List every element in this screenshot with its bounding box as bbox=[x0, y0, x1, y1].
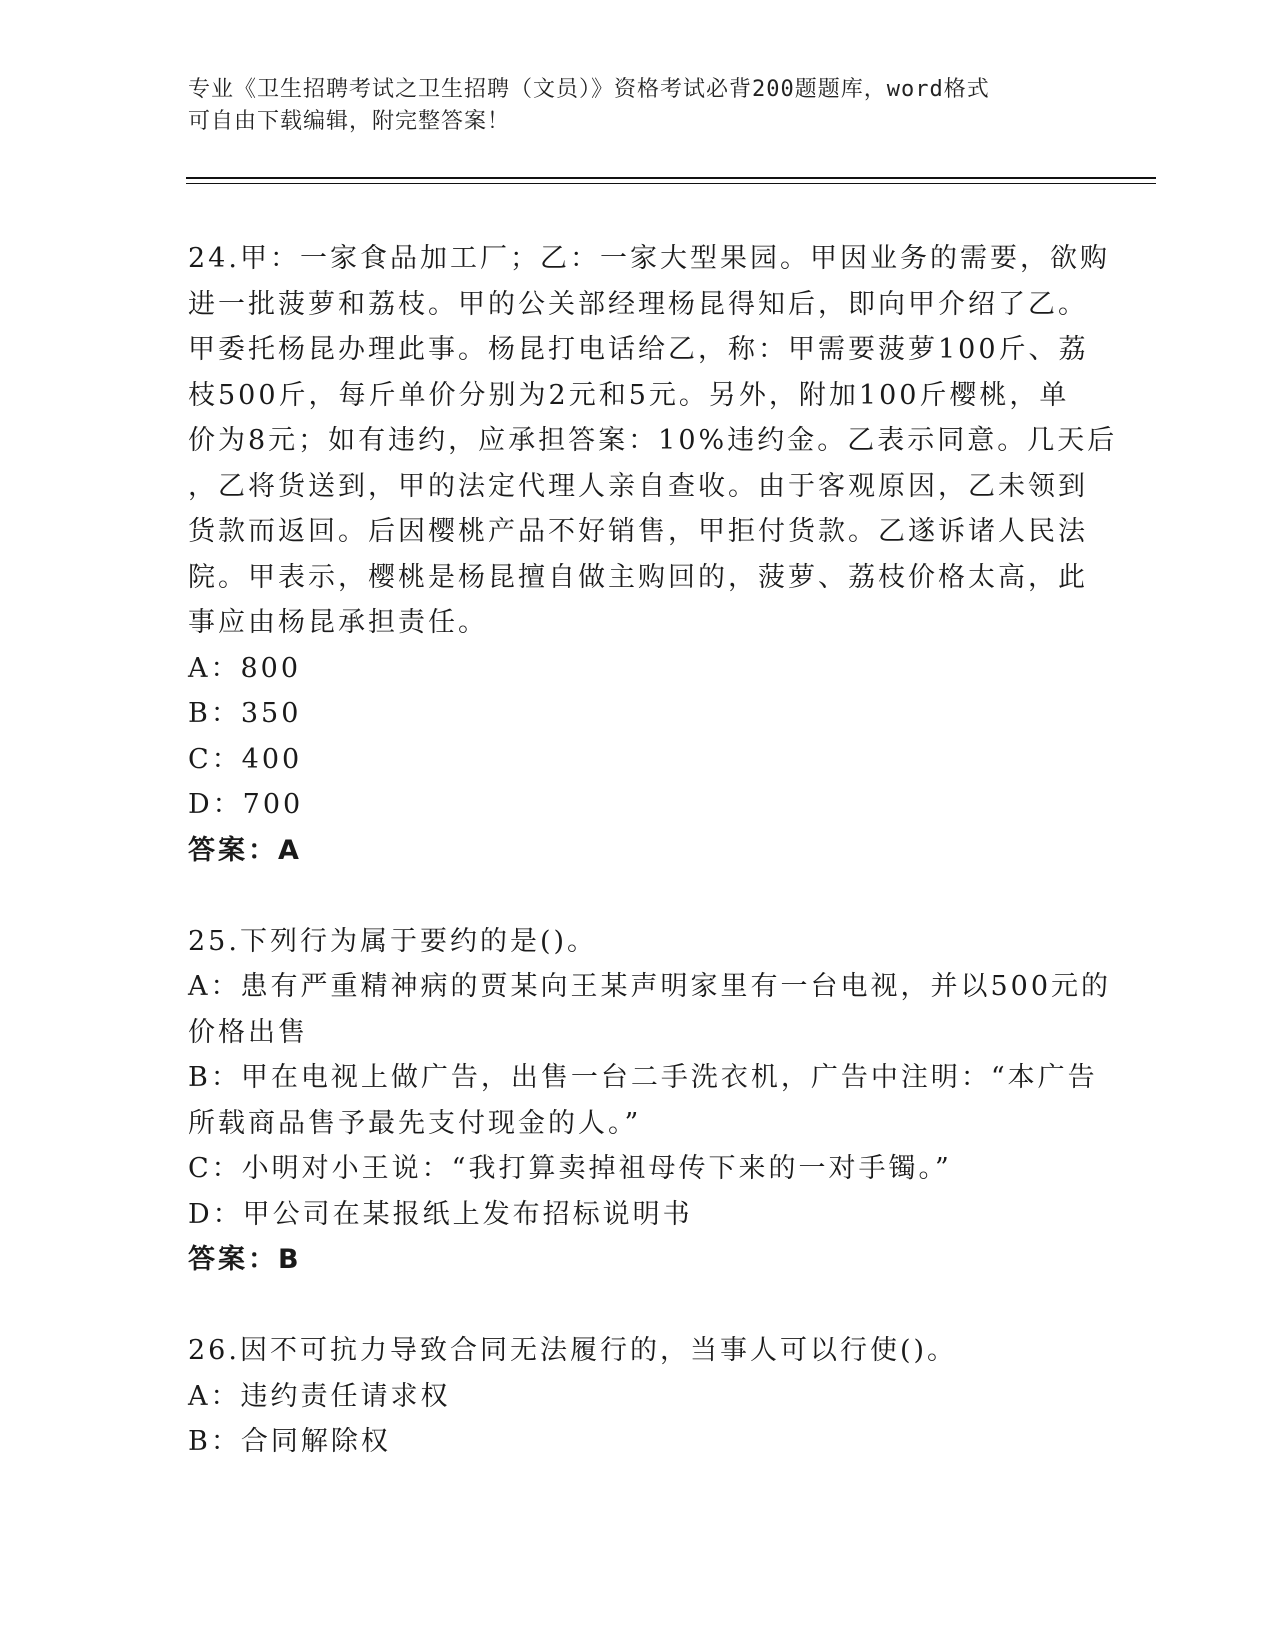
spacer bbox=[188, 873, 1078, 919]
option-a: A：800 bbox=[188, 652, 302, 684]
question-stem-line: 24.甲：一家食品加工厂；乙：一家大型果园。甲因业务的需要，欲购 bbox=[188, 243, 1110, 274]
option-a: A：违约责任请求权 bbox=[188, 1380, 451, 1412]
header-divider-thick bbox=[186, 177, 1156, 179]
question-24 bbox=[188, 236, 1118, 873]
option-c: C：小明对小王说：“我打算卖掉祖母传下来的一对手镯。” bbox=[188, 1153, 952, 1184]
option-c: C：400 bbox=[188, 743, 303, 775]
option-b: B：合同解除权 bbox=[188, 1426, 391, 1457]
question-stem-line: 事应由杨昆承担责任。 bbox=[188, 607, 488, 638]
question-26 bbox=[188, 1328, 1078, 1465]
question-stem-line: 院。甲表示，樱桃是杨昆擅自做主购回的，菠萝、荔枝价格太高，此 bbox=[188, 561, 1088, 593]
question-stem-line: 枝500斤，每斤单价分别为2元和5元。另外，附加100斤樱桃，单 bbox=[188, 379, 1070, 411]
spacer bbox=[188, 1283, 1078, 1329]
question-list bbox=[188, 236, 1118, 1465]
header-title-line-2: 可自由下载编辑，附完整答案！ bbox=[188, 109, 511, 134]
option-b-continued: 所载商品售予最先支付现金的人。” bbox=[188, 1107, 642, 1139]
answer-line: 答案：A bbox=[188, 834, 302, 866]
header-title-line-1: 专业《卫生招聘考试之卫生招聘（文员）》资格考试必背200题题库，word格式 bbox=[188, 77, 990, 102]
question-stem-line: 甲委托杨昆办理此事。杨昆打电话给乙，称：甲需要菠萝100斤、荔 bbox=[188, 334, 1089, 365]
question-stem-line: 货款而返回。后因樱桃产品不好销售，甲拒付货款。乙遂诉诸人民法 bbox=[188, 516, 1088, 547]
option-d: D：700 bbox=[188, 789, 304, 820]
header-divider-thin bbox=[186, 183, 1156, 184]
answer-line: 答案：B bbox=[188, 1244, 302, 1275]
option-d: D：甲公司在某报纸上发布招标说明书 bbox=[188, 1198, 693, 1230]
question-stem-line: 26.因不可抗力导致合同无法履行的，当事人可以行使()。 bbox=[188, 1335, 958, 1366]
document-header bbox=[188, 74, 1068, 138]
question-stem-line: 25.下列行为属于要约的是()。 bbox=[188, 925, 598, 957]
option-b: B：350 bbox=[188, 698, 302, 729]
option-a: A：患有严重精神病的贾某向王某声明家里有一台电视，并以500元的 bbox=[188, 971, 1112, 1002]
question-stem-line: 价为8元；如有违约，应承担答案：10%违约金。乙表示同意。几天后 bbox=[188, 425, 1118, 456]
question-25 bbox=[188, 919, 1112, 1283]
option-b: B：甲在电视上做广告，出售一台二手洗衣机，广告中注明：“本广告 bbox=[188, 1062, 1098, 1093]
question-stem-line: 进一批菠萝和荔枝。甲的公关部经理杨昆得知后，即向甲介绍了乙。 bbox=[188, 288, 1088, 320]
option-a-continued: 价格出售 bbox=[188, 1016, 308, 1048]
question-stem-line: ，乙将货送到，甲的法定代理人亲自查收。由于客观原因，乙未领到 bbox=[188, 470, 1088, 502]
